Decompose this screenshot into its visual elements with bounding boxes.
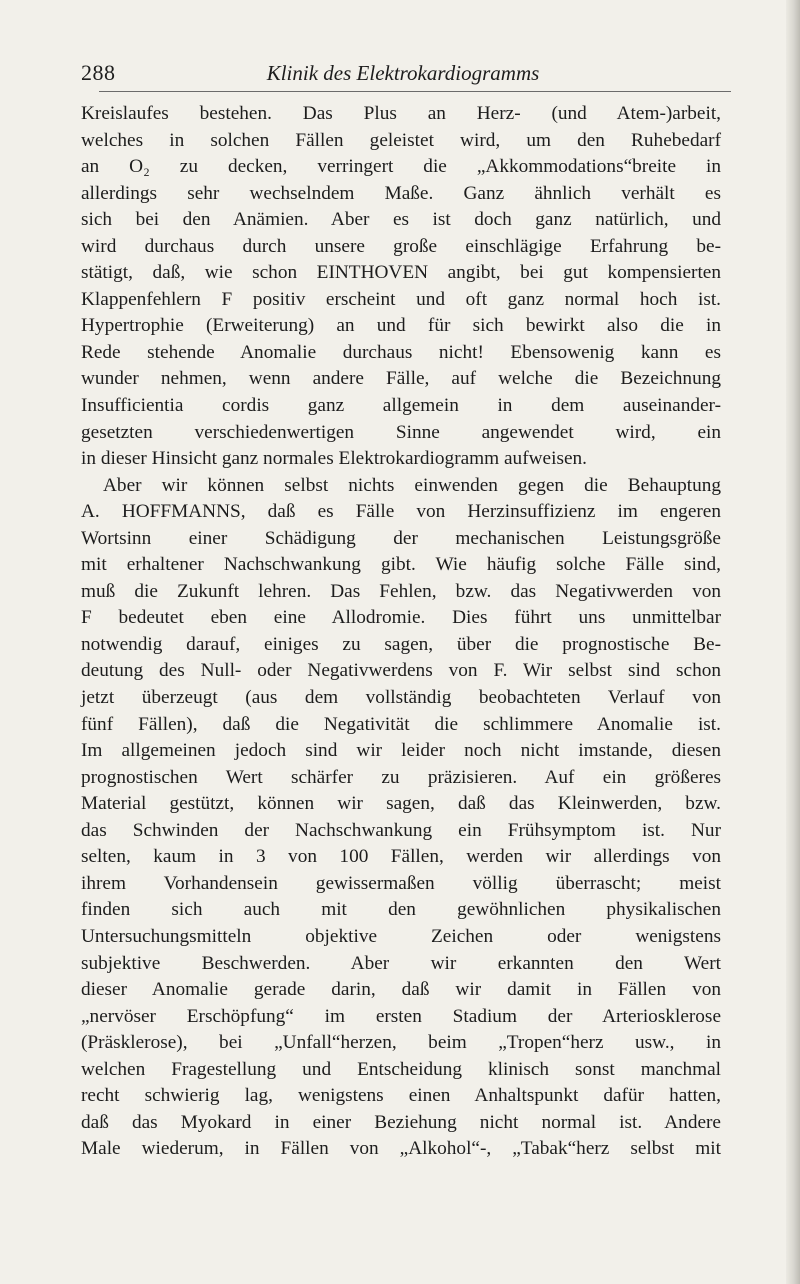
text-line: „nervöser Erschöpfung“ im ersten Stadium der Arteriosklerose [81, 1005, 721, 1027]
text-line: wunder nehmen, wenn andere Fälle, auf welche die Bezeichnung [81, 368, 721, 390]
text-line: allerdings sehr wechselndem Maße. Ganz ähnlich verhält es [81, 182, 721, 204]
running-head: Klinik des Elektrokardiogramms [266, 61, 540, 85]
text-line: Wortsinn einer Schädigung der mechanischen Leistungsgröße [81, 527, 721, 549]
text-line: wird durchaus durch unsere große einschlägige Erfahrung be- [81, 235, 721, 257]
text-line: Klappenfehlern F positiv erscheint und oft ganz normal hoch ist. [81, 288, 721, 310]
text-line: Aber wir können selbst nichts einwenden gegen die Behauptung [103, 474, 721, 496]
text-line: welchen Fragestellung und Entscheidung klinisch sonst manchmal [81, 1058, 721, 1080]
text-line: recht schwierig lag, wenigstens einen Anhaltspunkt dafür hatten, [81, 1085, 721, 1107]
text-line: an O₂ zu decken, verringert die „Akkommodations“breite in [81, 156, 721, 178]
text-line: gesetzten verschiedenwertigen Sinne angewendet wird, ein [81, 421, 721, 443]
text-line: finden sich auch mit den gewöhnlichen physikalischen [81, 899, 721, 921]
page-edge-shadow [786, 0, 800, 1284]
text-line: subjektive Beschwerden. Aber wir erkannten den Wert [81, 952, 721, 974]
text-line: daß das Myokard in einer Beziehung nicht normal ist. Andere [81, 1111, 721, 1133]
text-line: Untersuchungsmitteln objektive Zeichen oder wenigstens [81, 925, 721, 947]
text-line: in dieser Hinsicht ganz normales Elektrokardiogramm aufweisen. [81, 448, 587, 470]
text-line: Rede stehende Anomalie durchaus nicht! Ebensowenig kann es [81, 341, 721, 363]
text-line: Material gestützt, können wir sagen, daß das Kleinwerden, bzw. [81, 793, 721, 815]
text-line: stätigt, daß, wie schon EINTHOVEN angibt, bei gut kompensierten [81, 262, 721, 284]
text-line: A. HOFFMANNS, daß es Fälle von Herzinsuffizienz im engeren [81, 501, 721, 523]
text-line: das Schwinden der Nachschwankung ein Frühsymptom ist. Nur [81, 819, 721, 841]
text-line: Hypertrophie (Erweiterung) an und für sich bewirkt also die in [81, 315, 721, 337]
text-line: Insufficientia cordis ganz allgemein in dem auseinander- [81, 395, 721, 417]
page-number: 288 [81, 60, 116, 85]
text-line: (Präsklerose), bei „Unfall“herzen, beim „Tropen“herz usw., in [81, 1032, 721, 1054]
body-text [81, 101, 721, 1163]
text-line: deutung des Null- oder Negativwerdens von F. Wir selbst sind schon [81, 660, 721, 682]
text-line: prognostischen Wert schärfer zu präzisieren. Auf ein größeres [81, 766, 721, 788]
text-line: Male wiederum, in Fällen von „Alkohol“-, „Tabak“herz selbst mit [81, 1138, 721, 1160]
text-line: notwendig darauf, einiges zu sagen, über die prognostische Be- [81, 633, 721, 655]
header-rule [99, 91, 731, 92]
text-line: dieser Anomalie gerade darin, daß wir damit in Fällen von [81, 979, 721, 1001]
text-line: Kreislaufes bestehen. Das Plus an Herz- (und Atem-)arbeit, [81, 103, 721, 124]
text-line: selten, kaum in 3 von 100 Fällen, werden wir allerdings von [81, 846, 721, 868]
text-line: sich bei den Anämien. Aber es ist doch ganz natürlich, und [81, 209, 721, 231]
text-line: muß die Zukunft lehren. Das Fehlen, bzw. das Negativwerden von [81, 580, 721, 602]
text-line: fünf Fällen), daß die Negativität die schlimmere Anomalie ist. [81, 713, 721, 735]
text-line: ihrem Vorhandensein gewissermaßen völlig überrascht; meist [81, 872, 721, 894]
text-line: Im allgemeinen jedoch sind wir leider noch nicht imstande, diesen [81, 740, 721, 762]
text-line: F bedeutet eben eine Allodromie. Dies führt uns unmittelbar [81, 607, 721, 629]
page-header [81, 52, 725, 92]
text-line: welches in solchen Fällen geleistet wird, um den Ruhebedarf [81, 129, 721, 151]
text-line: jetzt überzeugt (aus dem vollständig beobachteten Verlauf von [81, 687, 721, 709]
text-line: mit erhaltener Nachschwankung gibt. Wie häufig solche Fälle sind, [81, 554, 721, 576]
